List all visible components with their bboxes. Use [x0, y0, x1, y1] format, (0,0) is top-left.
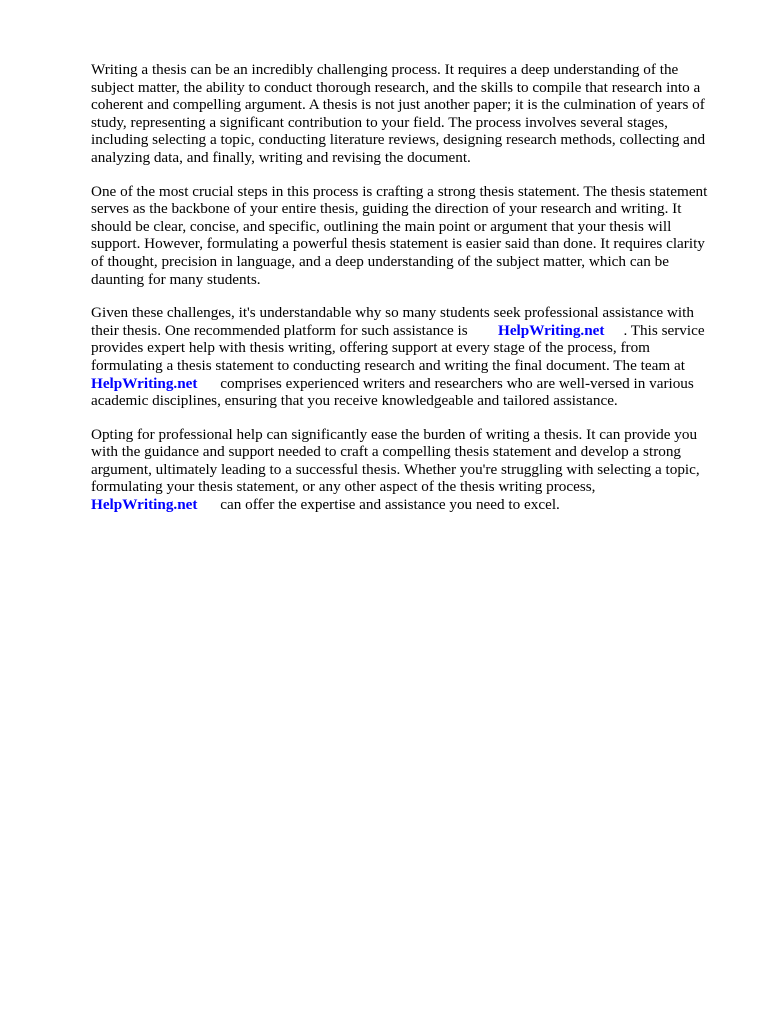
paragraph-line: Opting for professional help can significantly ease the burden of writing a thesis. It can provide you	[91, 425, 698, 443]
paragraph-line: study, representing a significant contribution to your field. The process involves several stages,	[91, 113, 668, 131]
paragraph-1	[91, 61, 731, 167]
document-page	[91, 61, 731, 530]
paragraph-3	[91, 304, 731, 410]
text-segment: their thesis. One recommended platform for such assistance is	[91, 321, 468, 339]
paragraph-2	[91, 183, 731, 289]
paragraph-line	[91, 322, 731, 340]
paragraph-line: of thought, precision in language, and a deep understanding of the subject matter, which can be	[91, 252, 670, 270]
paragraph-4	[91, 426, 731, 514]
paragraph-line: analyzing data, and finally, writing and revising the document.	[91, 148, 471, 166]
paragraph-line: should be clear, concise, and specific, outlining the main point or argument that your thesis will	[91, 217, 672, 235]
paragraph-line: One of the most crucial steps in this process is crafting a strong thesis statement. The thesis statement	[91, 182, 708, 200]
text-segment: can offer the expertise and assistance you need to excel.	[220, 496, 560, 514]
paragraph-line	[91, 375, 731, 393]
paragraph-line: daunting for many students.	[91, 270, 261, 288]
paragraph-line: coherent and compelling argument. A thesis is not just another paper; it is the culmination of years of	[91, 96, 705, 114]
paragraph-line: with the guidance and support needed to craft a compelling thesis statement and develop a strong	[91, 443, 682, 461]
helpwriting-link[interactable]: HelpWriting.net	[498, 321, 605, 339]
paragraph-line: Writing a thesis can be an incredibly challenging process. It requires a deep understanding of the	[91, 61, 679, 78]
paragraph-line: argument, ultimately leading to a successful thesis. Whether you're struggling with selecting a topic,	[91, 460, 700, 478]
paragraph-line: serves as the backbone of your entire thesis, guiding the direction of your research and writing. It	[91, 200, 682, 218]
paragraph-line: formulating a thesis statement to conducting research and writing the final document. The team at	[91, 356, 685, 374]
paragraph-line: Given these challenges, it's understandable why so many students seek professional assistance with	[91, 304, 694, 322]
paragraph-line: formulating your thesis statement, or any other aspect of the thesis writing process,	[91, 478, 596, 496]
text-segment: comprises experienced writers and researchers who are well-versed in various	[220, 374, 694, 392]
paragraph-line: academic disciplines, ensuring that you receive knowledgeable and tailored assistance.	[91, 392, 618, 410]
text-segment: . This service	[623, 321, 705, 339]
helpwriting-link[interactable]: HelpWriting.net	[91, 374, 198, 392]
paragraph-line: support. However, formulating a powerful thesis statement is easier said than done. It requires clarity	[91, 235, 705, 253]
paragraph-line	[91, 496, 731, 514]
paragraph-line: subject matter, the ability to conduct thorough research, and the skills to compile that research into a	[91, 78, 701, 96]
paragraph-line: provides expert help with thesis writing, offering support at every stage of the process, from	[91, 339, 650, 357]
helpwriting-link[interactable]: HelpWriting.net	[91, 496, 198, 514]
paragraph-line: including selecting a topic, conducting literature reviews, designing research methods, collecting and	[91, 131, 706, 149]
